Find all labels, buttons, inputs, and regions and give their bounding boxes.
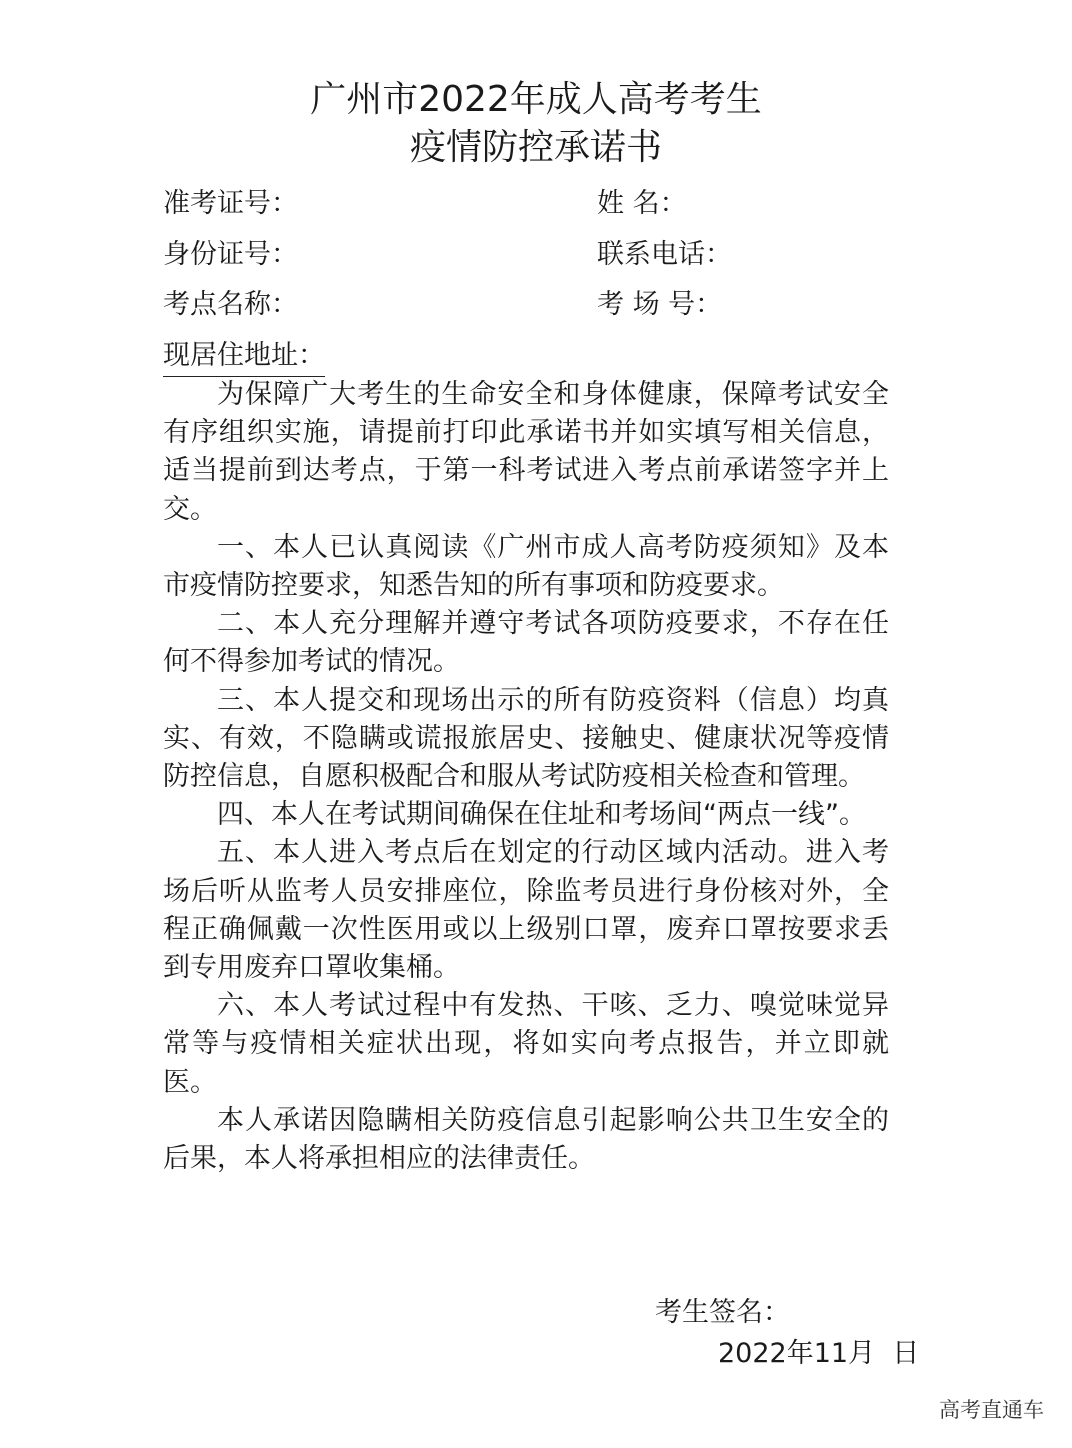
signature-date: 2022年11月 日 (718, 1338, 920, 1369)
field-id-no: 身份证号： (163, 239, 298, 270)
field-admission-no: 准考证号： (163, 188, 298, 219)
paragraph-item-4: 四、本人在考试期间确保在住址和考场间“两点一线”。 (217, 799, 866, 831)
paragraph-intro: 为保障广大考生的生命安全和身体健康，保障考试安全有序组织实施，请提前打印此承诺书并如实填写相关信息，适当提前到达考点，于第一科考试进入考点前承诺签字并上交。 (163, 379, 889, 525)
paragraph-closing: 本人承诺因隐瞒相关防疫信息引起影响公共卫生安全的后果，本人将承担相应的法律责任。 (163, 1104, 889, 1175)
watermark-text: 高考直通车 (939, 1398, 1044, 1422)
paragraph-item-2: 二、本人充分理解并遵守考试各项防疫要求，不存在任何不得参加考试的情况。 (163, 608, 889, 678)
signature-label: 考生签名： (655, 1297, 790, 1328)
pledge-body (163, 376, 889, 1178)
paragraph-item-1: 一、本人已认真阅读《广州市成人高考防疫须知》及本市疫情防控要求，知悉告知的所有事项和防疫要求。 (163, 531, 889, 602)
paragraph-item-6: 六、本人考试过程中有发热、干咳、乏力、嗅觉味觉异常等与疫情相关症状出现，将如实向考点报告，并立即就医。 (163, 990, 889, 1098)
document-title-line2: 疫情防控承诺书 (409, 127, 662, 168)
document-title-line1: 广州市2022年成人高考考生 (310, 79, 762, 120)
field-phone: 联系电话： (597, 239, 732, 270)
paragraph-item-5: 五、本人进入考点后在划定的行动区域内活动。进入考场后听从监考人员安排座位，除监考员进行身份核对外，全程正确佩戴一次性医用或以上级别口罩，废弃口罩按要求丢到专用废弃口罩收集桶。 (163, 837, 889, 984)
field-name: 姓 名： (597, 188, 687, 219)
paragraph-item-3: 三、本人提交和现场出示的所有防疫资料（信息）均真实、有效，不隐瞒或谎报旅居史、接触史、健康状况等疫情防控信息，自愿积极配合和服从考试防疫相关检查和管理。 (163, 684, 889, 793)
field-exam-site: 考点名称： (163, 289, 298, 320)
field-address: 现居住地址： (163, 338, 325, 377)
field-room-no: 考 场 号： (597, 289, 723, 320)
